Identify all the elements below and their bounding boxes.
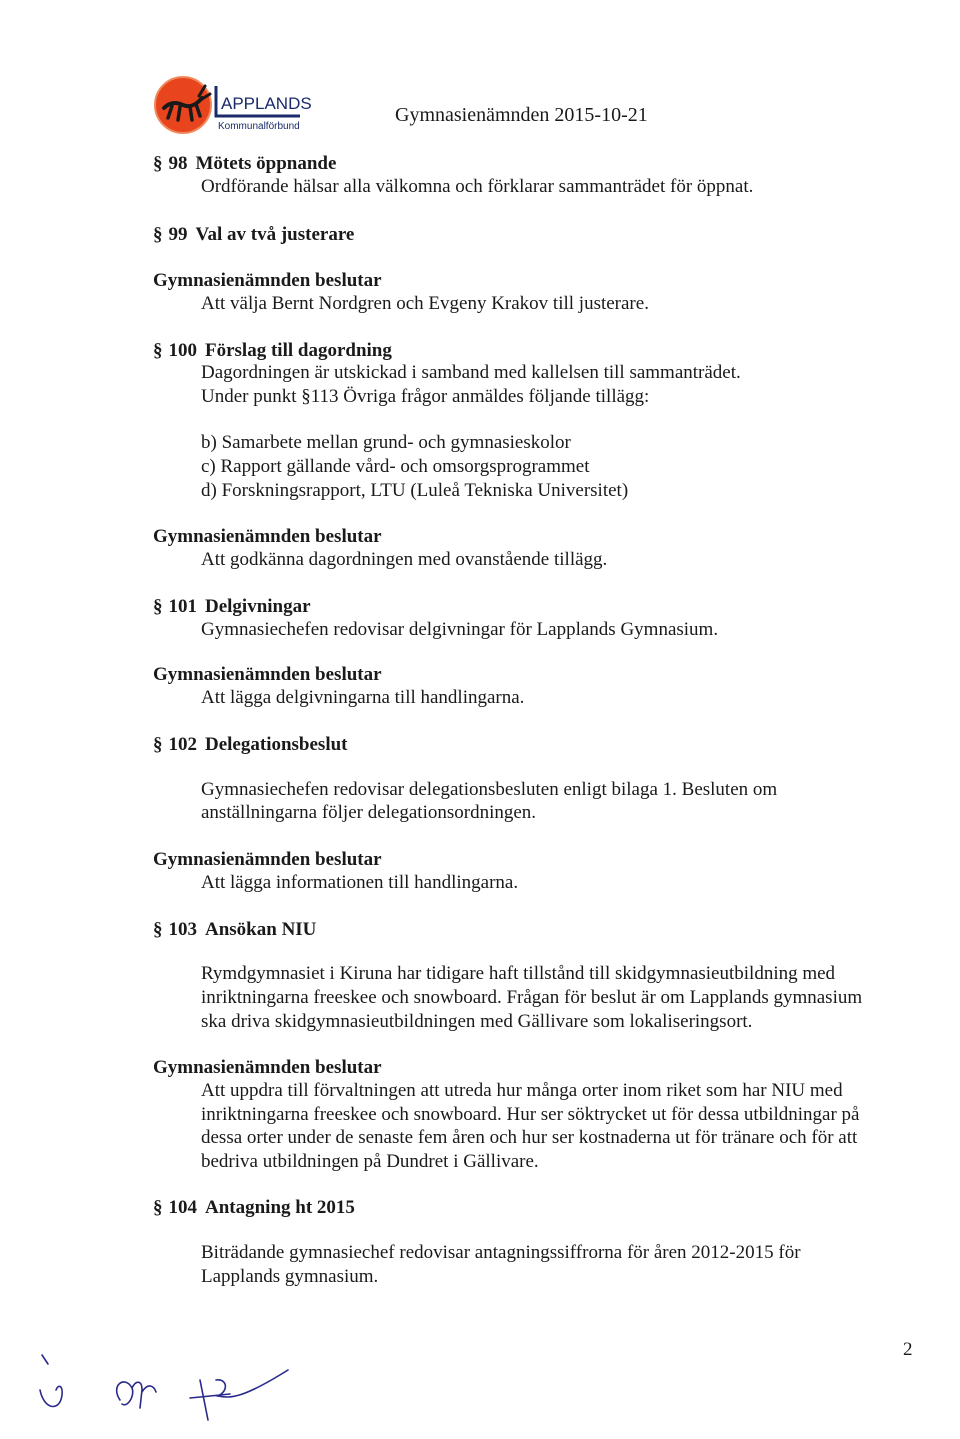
page-title: Gymnasienämnden 2015-10-21: [395, 104, 648, 126]
section-text: Lapplands gymnasium.: [201, 1266, 379, 1287]
section-heading-104: § 104 Antagning ht 2015: [153, 1197, 355, 1218]
section-text: inriktningarna freeskee och snowboard. Frågan för beslut är om Lapplands gymnasium: [201, 987, 863, 1008]
section-text: anställningarna följer delegationsordningen.: [201, 802, 537, 823]
section-heading-103: § 103 Ansökan NIU: [153, 919, 317, 940]
section-text: Rymdgymnasiet i Kiruna har tidigare haft tillstånd till skidgymnasieutbildning med: [201, 963, 836, 984]
section-text: Ordförande hälsar alla välkomna och förklarar sammanträdet för öppnat.: [201, 176, 754, 197]
decision-label: Gymnasienämnden beslutar: [153, 849, 382, 870]
logo-name: APPLANDS: [221, 94, 312, 113]
section-heading-99: § 99 Val av två justerare: [153, 224, 355, 245]
section-heading-102: § 102 Delegationsbeslut: [153, 734, 348, 755]
decision-label: Gymnasienämnden beslutar: [153, 1057, 382, 1078]
logo-tagline: Kommunalförbund: [218, 121, 300, 132]
section-heading-101: § 101 Delgivningar: [153, 596, 311, 617]
list-item: d) Forskningsrapport, LTU (Luleå Tekniska Universitet): [201, 480, 629, 501]
handwritten-signature: [30, 1350, 300, 1435]
decision-label: Gymnasienämnden beslutar: [153, 270, 382, 291]
decision-text: bedriva utbildningen på Dundret i Gällivare.: [201, 1151, 539, 1172]
section-text: ska driva skidgymnasieutbildningen med Gällivare som lokaliseringsort.: [201, 1011, 753, 1032]
decision-label: Gymnasienämnden beslutar: [153, 664, 382, 685]
list-item: c) Rapport gällande vård- och omsorgsprogrammet: [201, 456, 590, 477]
decision-text: dessa orter under de senaste fem åren och hur ser kostnaderna ut för tränare och för att: [201, 1127, 858, 1148]
decision-text: Att lägga delgivningarna till handlingarna.: [201, 687, 525, 708]
section-text: Dagordningen är utskickad i samband med kallelsen till sammanträdet.: [201, 362, 741, 383]
decision-text: Att godkänna dagordningen med ovanstående tillägg.: [201, 549, 608, 570]
decision-text: Att uppdra till förvaltningen att utreda hur många orter inom riket som har NIU med: [201, 1080, 843, 1101]
decision-text: inriktningarna freeskee och snowboard. Hur ser söktrycket ut för dessa utbildningar på: [201, 1104, 860, 1125]
list-item: b) Samarbete mellan grund- och gymnasieskolor: [201, 432, 571, 453]
decision-text: Att välja Bernt Nordgren och Evgeny Krakov till justerare.: [201, 293, 649, 314]
decision-text: Att lägga informationen till handlingarna.: [201, 872, 519, 893]
section-text: Biträdande gymnasiechef redovisar antagningssiffrorna för åren 2012-2015 för: [201, 1242, 801, 1263]
section-text: Gymnasiechefen redovisar delgivningar för Lapplands Gymnasium.: [201, 619, 719, 640]
decision-label: Gymnasienämnden beslutar: [153, 526, 382, 547]
section-heading-100: § 100 Förslag till dagordning: [153, 340, 392, 361]
section-text: Gymnasiechefen redovisar delegationsbesluten enligt bilaga 1. Besluten om: [201, 779, 778, 800]
lapplands-logo: [150, 72, 320, 138]
page-number: 2: [903, 1339, 913, 1360]
section-text: Under punkt §113 Övriga frågor anmäldes följande tillägg:: [201, 386, 650, 407]
section-heading-98: § 98 Mötets öppnande: [153, 153, 337, 174]
